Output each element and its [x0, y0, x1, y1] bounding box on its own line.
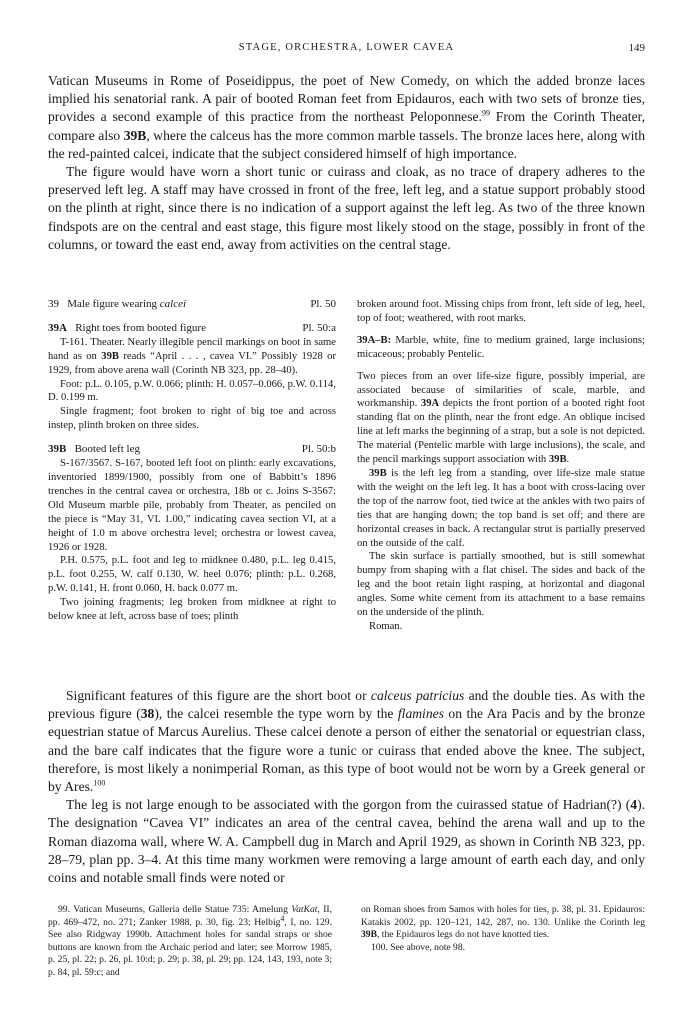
catalog-39b-condition: Two joining fragments; leg broken from midknee at right to below knee at left, across base of toes; plinth [48, 597, 336, 623]
footnote-ref-100[interactable]: 100 [93, 778, 106, 788]
catalog-39a-description: T-161. Theater. Nearly illegible pencil markings on boot in same hand as on 39B reads “April . . . , cavea VI.” Possibly 1928 or 1929, from above arena wall (Corinth NB 323, pp. 28–40). [48, 336, 336, 376]
footnote-99-continued: on Roman shoes from Samos with holes for ties, p. 38, pl. 31. Epidauros: Katakis 2002, pp. 120–121, 142, 287, no. 130. Unlike the Corinth leg 39B, the Epidauros legs do not have knotted ties. [361, 904, 645, 941]
catalog-heading-39: 39 Male figure wearing calcei Pl. 50 [48, 298, 336, 310]
catalog-39b-condition-cont: broken around foot. Missing chips from front, left side of leg, heel, top of foot; weathered, with root marks. [357, 299, 645, 324]
cross-ref-4[interactable]: 4 [630, 797, 638, 813]
intro-paragraph-1: Vatican Museums in Rome of Poseidippus, the poet of New Comedy, on which the added bronze laces implied his senatorial rank. A pair of booted Roman feet from Epidauros, each with two sets of bronze ties, provides a second example of this practice from the northeast Peloponnese.$^{99}$ From the Corinth Theater, compare also 39B, where the calceus has the more common marble tassels. The bronze laces here, along with the red-painted calcei, indicate that the subject considered himself of high importance. [48, 73, 645, 161]
catalog-39a-condition: Single fragment; foot broken to right of big toe and across instep, plinth broken on three sides. [48, 406, 336, 432]
cross-ref-39b[interactable]: 39B [123, 127, 147, 143]
main-text-continued [48, 687, 645, 887]
catalog-discussion-3: The skin surface is partially smoothed, but is still somewhat bumpy from shaping with a flat chisel. The sides and back of the leg and the boot retain light rasping, at horizontal and diagonal angles. Some white cement from its attachment to a base remains on the underside of the plinth. [357, 551, 645, 619]
catalog-discussion-1: Two pieces from an over life-size figure, possibly imperial, are associated because of similarities of scale, marble, and workmanship. 39A depicts the front portion of a booted right foot standing flat on the plinth, near the front edge. An oblique incised line at left marks the beginning of a strap, but a sole is not depicted. The material (Pentelic marble with large inclusions), the scale, and the pencil markings support association with 39B. [357, 370, 645, 466]
footnotes-right-column [361, 904, 645, 954]
plate-ref-50: Pl. 50 [310, 298, 336, 310]
catalog-heading-39b: 39B Booted left leg Pl. 50:b [48, 443, 336, 456]
footnotes-left-column [48, 904, 332, 980]
catalog-discussion-2: 39B is the left leg from a standing, over life-size male statue with the weight on the left leg. It has a boot with cross-lacing over the top of the narrow foot, tied twice at the ankles with two pairs of ties that are hanging down; the top band is set off; and there are horizontal creases in back. A rectangular strut is partially preserved on the outside of the calf. [357, 467, 645, 549]
catalog-heading-39a: 39A Right toes from booted figure Pl. 50:a [48, 321, 336, 334]
intro-text [48, 72, 645, 254]
footnote-100: 100. See above, note 98. [371, 941, 466, 953]
intro-paragraph-2: The figure would have worn a short tunic or cuirass and cloak, as no trace of drapery adheres to the preserved left leg. A staff may have crossed in front of the free, left leg, and a statue support probably stood on the plinth at right, since there is no indication of a support against the left leg. As two of the three known findspots are on the central and east stage, this figure most likely stood on the stage, possibly in front of the columns, or toward the east end, away from activities on the central stage. [48, 164, 645, 252]
catalog-right-column [357, 298, 645, 634]
catalog-39b-dimensions: P.H. 0.575, p.L. foot and leg to midknee 0.480, p.L. leg 0.415, p.L. foot 0.255, W. calf 0.130, W. heel 0.076; plinth: p.L. 0.268, p.W. 0.141, H. front 0.060, H. back 0.077 m. [48, 555, 336, 595]
main-paragraph-4: The leg is not large enough to be associated with the gorgon from the cuirassed statue of Hadrian(?) (4). The designation “Cavea VI” indicates an area of the central cavea, behind the arena wall and up to the Roman diazoma wall, where W. A. Campbell dug in March and April 1929, as shown in Corinth NB 323, pp. 28–79, plan pp. 3–4. At this time many workmen were removing a large amount of earth each day, and only coins and notable small finds were noted or [48, 797, 645, 886]
page-number: 149 [628, 42, 645, 54]
running-head: STAGE, ORCHESTRA, LOWER CAVEA [238, 42, 455, 53]
main-paragraph-3: Significant features of this figure are the short boot or calceus patricius and the double ties. As with the previous figure (38), the calcei resemble the type worn by the flamines on the Ara Pacis and by the bronze equestrian statue of Marcus Aurelius. These calcei denote a person of either the senatorial or equestrian class, and the bare calf indicates that the figure wore a tunic or cuirass that ended above the knee. The subject, therefore, is most likely a nonimperial Roman, as this type of boot would not be worn by a Greek general or by Ares.$^{100}$ [48, 688, 645, 795]
page-header [48, 42, 645, 58]
footnote-99: 99. Vatican Museums, Galleria delle Statue 735: Amelung VatKat, II, pp. 469–472, no. 271; Zanker 1988, p. 30, fig. 23; Helbig$^4$, I, no. 129. See also Ridgway 1990b. Attachment holes for sandal straps or shoe buttons are known from the Archaic period and later; see Morrow 1985, p. 25, pl. 22; p. 26, pl. 10:d; p. 29; p. 38, pl. 29; pp. 124, 143, 193, note 3; p. 84, pl. 59:c; and [48, 904, 333, 978]
catalog-marble-note: 39A–B: Marble, white, fine to medium grained, large inclusions; micaceous; probably Pentelic. [357, 334, 645, 360]
footnote-ref-99[interactable]: 99 [481, 108, 490, 118]
catalog-left-column [48, 298, 336, 624]
catalog-date: Roman. [369, 620, 403, 632]
catalog-39b-description: S-167/3567. S-167, booted left foot on plinth: early excavations, inventoried 1899/1900, possibly from one of Babbitt’s 1896 trenches in the central cavea or orchestra, 18b or c. Joins S-3567: Old Museum marble pile, probably from Theater, as penciled on the piece is “May 31, VI. 1.00,” indicating cavea section VI, at a height of 1.0 m above orchestra level; orchestra or lowest cavea, 1926 or 1928. [48, 458, 336, 553]
document-page [48, 0, 645, 1024]
cross-ref-38[interactable]: 38 [140, 706, 155, 722]
catalog-39a-dimensions: Foot: p.L. 0.105, p.W. 0.066; plinth: H. 0.057–0.066, p.W. 0.114, D. 0.199 m. [48, 378, 336, 404]
